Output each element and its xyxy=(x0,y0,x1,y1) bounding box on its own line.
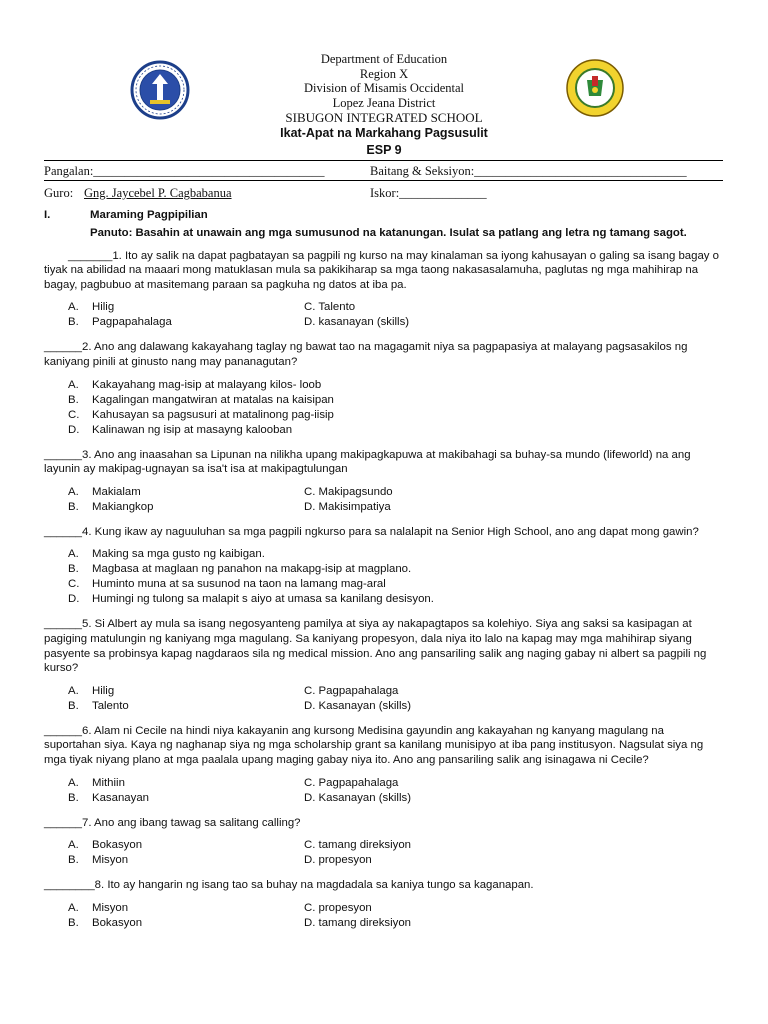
option-row xyxy=(68,300,724,315)
answer-option xyxy=(68,776,304,791)
region-name: Region X xyxy=(359,66,409,81)
option-letter: A. xyxy=(68,901,79,914)
answer-option xyxy=(68,592,724,607)
option-row xyxy=(68,500,724,515)
question-item xyxy=(44,724,724,806)
department-name: Department of Education xyxy=(320,52,448,66)
option-row xyxy=(68,791,724,806)
section-heading xyxy=(44,208,724,224)
question-item xyxy=(44,448,724,515)
option-row xyxy=(68,776,724,791)
option-row xyxy=(68,901,724,916)
option-row xyxy=(68,838,724,853)
answer-option: C. Talento xyxy=(304,301,356,314)
question-item xyxy=(44,816,724,869)
directions: Panuto: Basahin at unawain ang mga sumusunod na katanungan. Isulat sa patlang ang letra ng tamang sagot. xyxy=(90,227,687,239)
option-text: Talento xyxy=(92,699,129,712)
subject-title: ESP 9 xyxy=(366,143,402,157)
answer-options xyxy=(68,838,724,868)
option-text: Kalinawan ng isip at masayng kalooban xyxy=(92,423,293,436)
option-letter: B. xyxy=(68,500,79,513)
answer-options xyxy=(68,901,724,931)
answer-option: D. tamang direksiyon xyxy=(304,916,411,929)
exam-title: Ikat-Apat na Markahang Pagsusulit xyxy=(280,126,488,140)
answer-option xyxy=(68,916,304,931)
school-name: SIBUGON INTEGRATED SCHOOL xyxy=(285,110,483,125)
name-field[interactable]: Pangalan:_____________________________________ xyxy=(44,164,325,178)
question-stem: ______3. Ano ang inaasahan sa Lipunan na nilikha upang makipagkapuwa at makibahagi sa buhay-sa mundo (lifeworld) na ang layunin ay makipag-ugnayan sa isa't isa at makipagtulungan xyxy=(44,448,691,476)
answer-option xyxy=(68,315,304,330)
option-letter: B. xyxy=(68,563,79,576)
option-text: Makialam xyxy=(92,485,141,498)
option-text: Hilig xyxy=(92,684,115,697)
section-title: Maraming Pagpipilian xyxy=(90,209,208,221)
option-row xyxy=(68,315,724,330)
option-letter: A. xyxy=(68,378,79,391)
answer-options xyxy=(68,378,724,438)
question-stem: ______6. Alam ni Cecile na hindi niya kakayanin ang kursong Medisina gayundin ang kakayahan ng kanyang magulang na suportahan siya. Kaya ng naghanap siya ng mga scholarship grant sa kanilang munisipyo at iba pang institusyon. Nagsulat siya ng mga tiyak niyang plano at mga paalala upang maging gabay niya ito. Ano ang pansariling salik ang isinagawa ni Cecile? xyxy=(44,724,704,766)
option-letter: B. xyxy=(68,791,79,804)
option-letter: B. xyxy=(68,699,79,712)
answer-options xyxy=(68,300,724,330)
answer-option xyxy=(68,393,724,408)
info-divider xyxy=(44,180,723,181)
option-row xyxy=(68,853,724,868)
answer-option xyxy=(68,577,724,592)
answer-options xyxy=(68,485,724,515)
answer-option: D. Kasanayan (skills) xyxy=(304,699,411,712)
option-text: Hilig xyxy=(92,301,115,314)
question-item xyxy=(44,525,724,608)
answer-option: D. Kasanayan (skills) xyxy=(304,791,411,804)
answer-option: C. tamang direksiyon xyxy=(304,839,411,852)
answer-option xyxy=(68,500,304,515)
option-text: Mithiin xyxy=(92,776,125,789)
answer-option xyxy=(68,853,304,868)
option-letter: A. xyxy=(68,839,79,852)
score-field[interactable]: Iskor:______________ xyxy=(370,186,487,200)
option-letter: B. xyxy=(68,916,79,929)
option-row xyxy=(68,684,724,699)
option-text: Pagpapahalaga xyxy=(92,316,172,329)
answer-option: C. Pagpapahalaga xyxy=(304,684,399,697)
question-item xyxy=(44,249,724,331)
option-text: Huminto muna at sa susunod na taon na lamang mag-aral xyxy=(92,578,386,591)
answer-option: C. Makipagsundo xyxy=(304,485,393,498)
section-number: I. xyxy=(44,209,51,221)
question-stem: ______4. Kung ikaw ay naguuluhan sa mga pagpili ngkurso para sa nalalapit na Senior High School, ano ang dapat mong gawin? xyxy=(44,525,699,538)
option-text: Making sa mga gusto ng kaibigan. xyxy=(92,548,265,561)
option-letter: B. xyxy=(68,854,79,867)
option-letter: A. xyxy=(68,776,79,789)
answer-options xyxy=(68,547,724,607)
option-text: Misyon xyxy=(92,901,129,914)
answer-option: C. propesyon xyxy=(304,901,372,914)
header-divider xyxy=(44,160,723,161)
exam-content xyxy=(44,208,724,931)
answer-option xyxy=(68,547,724,562)
answer-option xyxy=(68,423,724,438)
option-text: Kakayahang mag-isip at malayang kilos- loob xyxy=(92,378,322,391)
option-letter: B. xyxy=(68,316,79,329)
option-letter: C. xyxy=(68,578,80,591)
option-row xyxy=(68,699,724,714)
answer-option xyxy=(68,901,304,916)
option-letter: A. xyxy=(68,301,79,314)
answer-option: D. kasanayan (skills) xyxy=(304,316,410,329)
question-item xyxy=(44,340,724,437)
question-stem: _______1. Ito ay salik na dapat pagbatayan sa pagpili ng kurso na may kinalaman sa iyong kahusayan o galing sa isang bagay o tiyak na abilidad na maaari mong matuklasan mula sa pakikiharap sa mga taong nakasasalamuha, paglutas ng mga mahihirap na bagay, pagbubuo at masitemang paraan sa pagkuha ng datos at iba pa. xyxy=(44,249,719,291)
answer-option xyxy=(68,791,304,806)
answer-option xyxy=(68,378,724,393)
option-text: Humingi ng tulong sa malapit s aiyo at umasa sa kanilang desisyon. xyxy=(92,593,434,606)
option-letter: D. xyxy=(68,593,80,606)
option-row xyxy=(68,485,724,500)
document-header xyxy=(0,52,768,159)
option-text: Kasanayan xyxy=(92,791,149,804)
question-stem: ______2. Ano ang dalawang kakayahang taglay ng bawat tao na magagamit niya sa pagpapasiya at malayang pagsasakilos ng kaniyang pinili at ginusto nang may pananagutan? xyxy=(44,341,688,368)
option-row xyxy=(68,916,724,931)
question-stem: ______7. Ano ang ibang tawag sa salitang calling? xyxy=(44,816,301,829)
option-letter: A. xyxy=(68,548,79,561)
option-text: Makiangkop xyxy=(92,500,154,513)
option-letter: A. xyxy=(68,485,79,498)
answer-option xyxy=(68,684,304,699)
answer-option: D. propesyon xyxy=(304,854,372,867)
answer-options xyxy=(68,776,724,806)
answer-option xyxy=(68,562,724,577)
option-text: Kahusayan sa pagsusuri at matalinong pag-iisip xyxy=(92,408,334,421)
question-stem: ______5. Si Albert ay mula sa isang negosyanteng pamilya at siya ay nakapagtapos sa kolehiyo. Siya ang saksi sa kasipagan at pagiging matulungin ng kaniyang mga magulang. Sa kaniyang propesyon, dala niya ito lalo na kapag may mga mahihirap siyang pasyente sa probinsya kapag nagdaraos sila ng medical mission. Ano ang pansariling salik ang naging gabay ni albert sa pagpili ng kurso? xyxy=(44,618,707,675)
option-text: Misyon xyxy=(92,854,129,867)
answer-option xyxy=(68,838,304,853)
option-letter: A. xyxy=(68,684,79,697)
teacher-label: Guro: xyxy=(44,186,74,200)
answer-options xyxy=(68,684,724,714)
option-letter: C. xyxy=(68,408,80,421)
question-item xyxy=(44,878,724,931)
question-stem: ________8. Ito ay hangarin ng isang tao sa buhay na magdadala sa kaniya tungo sa kaganapan. xyxy=(44,879,534,892)
district-name: Lopez Jeana District xyxy=(332,95,436,110)
option-text: Bokasyon xyxy=(92,839,143,852)
answer-option xyxy=(68,485,304,500)
answer-option: C. Pagpapahalaga xyxy=(304,776,399,789)
option-text: Magbasa at maglaan ng panahon na makapg-isip at magplano. xyxy=(92,563,412,576)
grade-section-field[interactable]: Baitang & Seksiyon:__________________________________ xyxy=(370,164,687,178)
option-letter: D. xyxy=(68,423,80,436)
answer-option xyxy=(68,699,304,714)
answer-option xyxy=(68,408,724,423)
option-letter: B. xyxy=(68,393,79,406)
option-text: Bokasyon xyxy=(92,916,143,929)
question-list xyxy=(44,249,724,931)
answer-option xyxy=(68,300,304,315)
division-name: Division of Misamis Occidental xyxy=(303,81,465,95)
option-text: Kagalingan mangatwiran at matalas na kaisipan xyxy=(92,393,334,406)
answer-option: D. Makisimpatiya xyxy=(304,500,391,513)
question-item xyxy=(44,617,724,713)
teacher-name: Gng. Jaycebel P. Cagbabanua xyxy=(84,186,232,200)
